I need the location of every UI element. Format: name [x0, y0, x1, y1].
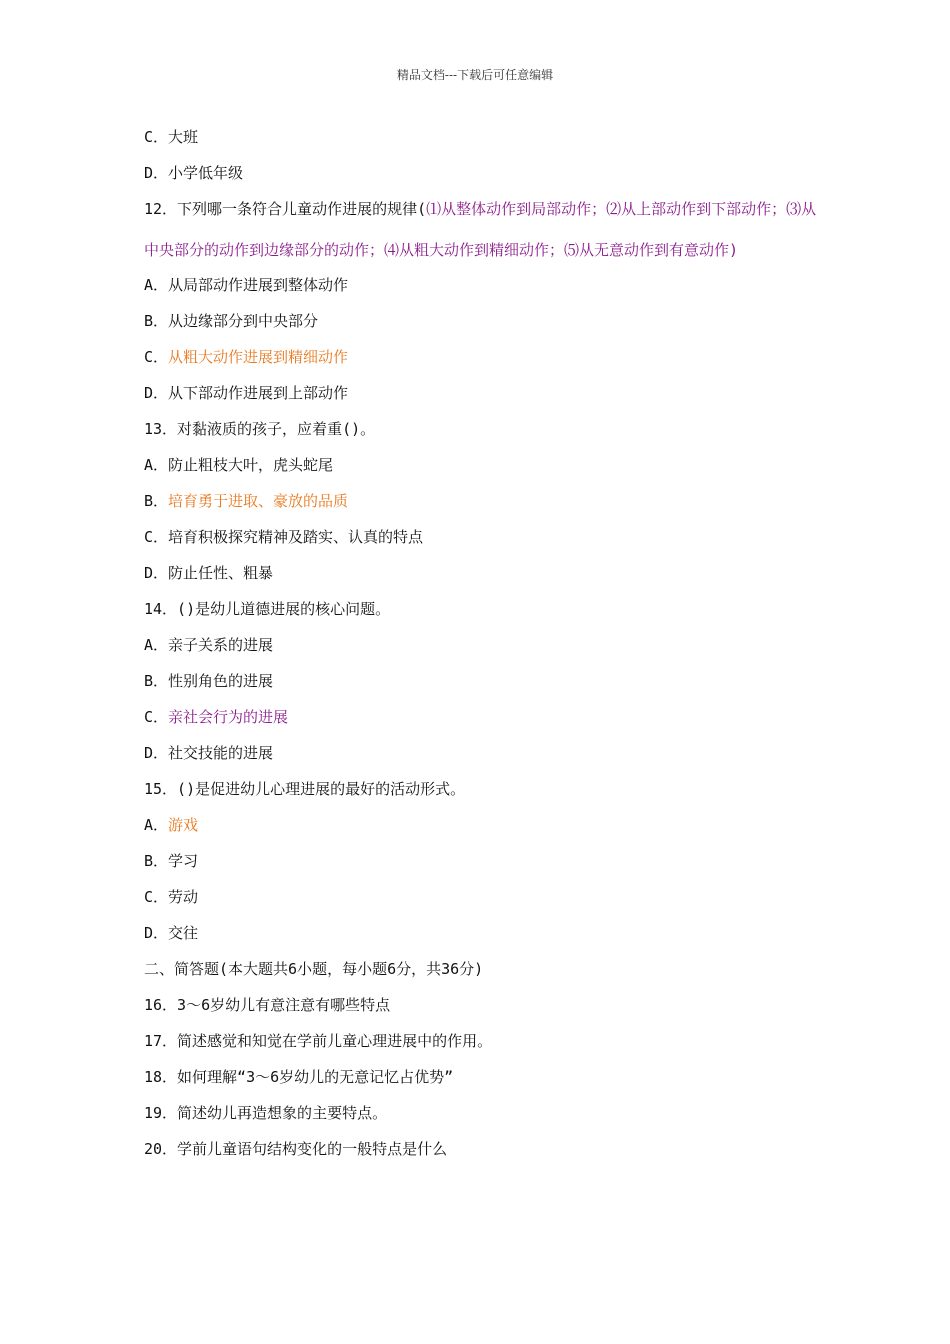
option-c-12: [144, 345, 824, 381]
option-c-14-prefix: C．: [144, 708, 169, 726]
question-12-answer: ⑴从整体动作到局部动作；⑵从上部动作到下部动作；⑶从中央部分的动作到边缘部分的动作；⑷从粗大动作到精细动作；⑸从无意动作到有意动作): [144, 200, 817, 259]
option-c-12-prefix: C．: [144, 348, 169, 366]
question-19: 19．简述幼儿再造想象的主要特点。: [144, 1104, 388, 1122]
question-12: [144, 189, 824, 271]
option-a-13: A．防止粗枝大叶，虎头蛇尾: [144, 456, 334, 474]
option-b-14: B．性别角色的进展: [144, 672, 274, 690]
option-a-15: [144, 813, 824, 849]
option-b-12: B．从边缘部分到中央部分: [144, 312, 319, 330]
option-c-15: C．劳动: [144, 888, 199, 906]
option-c-14: [144, 705, 824, 741]
section-heading-short-answer: 二、简答题(本大题共6小题，每小题6分，共36分): [144, 960, 484, 978]
question-20: 20．学前儿童语句结构变化的一般特点是什么: [144, 1140, 448, 1158]
option-b-15: B．学习: [144, 852, 199, 870]
option-d-12: D．从下部动作进展到上部动作: [144, 384, 349, 402]
option-d-14: D．社交技能的进展: [144, 744, 274, 762]
option-c-13: C．培育积极探究精神及踏实、认真的特点: [144, 528, 424, 546]
option-c-14-answer: 亲社会行为的进展: [168, 708, 289, 726]
option-d-11: D．小学低年级: [144, 164, 244, 182]
option-b-13-prefix: B．: [144, 492, 169, 510]
option-a-12: A．从局部动作进展到整体动作: [144, 276, 349, 294]
question-18: 18．如何理解“3～6岁幼儿的无意记忆占优势”: [144, 1068, 454, 1086]
option-b-13-answer: 培育勇于进取、豪放的品质: [168, 492, 349, 510]
question-14: 14．()是幼儿道德进展的核心问题。: [144, 600, 391, 618]
option-d-13: D．防止任性、粗暴: [144, 564, 274, 582]
question-16: 16．3～6岁幼儿有意注意有哪些特点: [144, 996, 391, 1014]
option-d-15: D．交往: [144, 924, 199, 942]
option-a-14: A．亲子关系的进展: [144, 636, 274, 654]
question-12-prefix: 12．下列哪一条符合儿童动作进展的规律(: [144, 200, 427, 218]
option-a-15-prefix: A．: [144, 816, 169, 834]
question-13: 13．对黏液质的孩子，应着重()。: [144, 420, 376, 438]
question-17: 17．简述感觉和知觉在学前儿童心理进展中的作用。: [144, 1032, 493, 1050]
option-c-11: C．大班: [144, 128, 199, 146]
page-header: 精品文档---下载后可任意编辑: [396, 68, 554, 82]
option-b-13: [144, 489, 824, 525]
option-c-12-answer: 从粗大动作进展到精细动作: [168, 348, 349, 366]
question-15: 15．()是促进幼儿心理进展的最好的活动形式。: [144, 780, 466, 798]
option-a-15-answer: 游戏: [168, 816, 199, 834]
question-list: [144, 125, 824, 1173]
